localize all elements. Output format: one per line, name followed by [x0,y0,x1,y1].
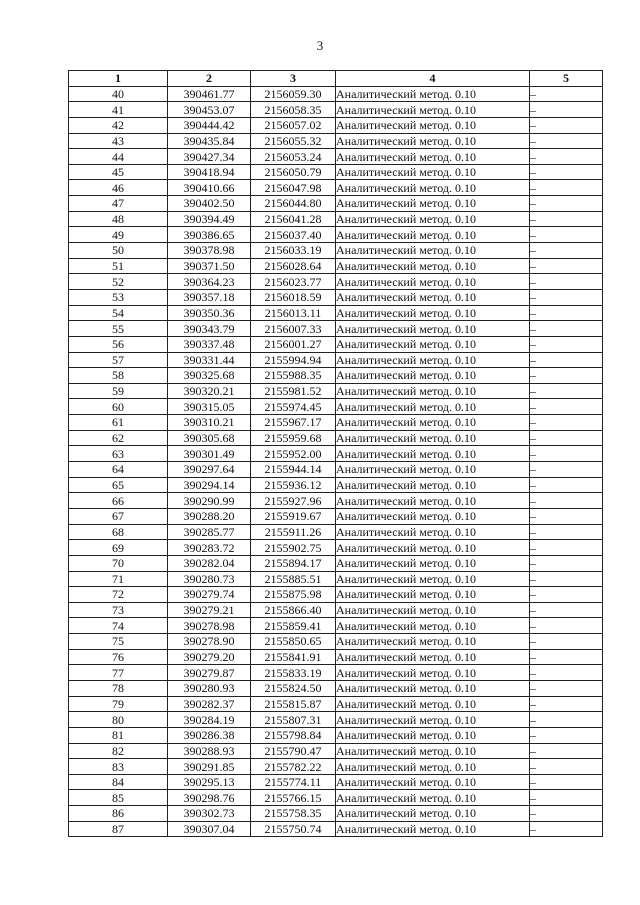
x-coordinate-cell: 390310.21 [168,415,251,431]
y-coordinate-cell: 2155944.14 [251,462,336,478]
table-row [69,164,603,180]
y-coordinate-cell: 2155959.68 [251,430,336,446]
point-number-cell: 48 [69,211,168,227]
x-coordinate-cell: 390282.04 [168,555,251,571]
x-coordinate-cell: 390444.42 [168,117,251,133]
x-coordinate-cell: 390357.18 [168,289,251,305]
y-coordinate-cell: 2155885.51 [251,571,336,587]
method-cell: Аналитический метод. 0.10 [336,305,530,321]
point-number-cell: 43 [69,133,168,149]
table-row [69,274,603,290]
x-coordinate-cell: 390291.85 [168,759,251,775]
point-number-cell: 71 [69,571,168,587]
description-cell: – [530,477,603,493]
description-cell: – [530,164,603,180]
description-cell: – [530,806,603,822]
table-row [69,102,603,118]
point-number-cell: 82 [69,743,168,759]
description-cell: – [530,289,603,305]
point-number-cell: 81 [69,727,168,743]
method-cell: Аналитический метод. 0.10 [336,524,530,540]
y-coordinate-cell: 2156023.77 [251,274,336,290]
point-number-cell: 40 [69,86,168,102]
table-row [69,712,603,728]
y-coordinate-cell: 2155994.94 [251,352,336,368]
point-number-cell: 68 [69,524,168,540]
point-number-cell: 47 [69,196,168,212]
table-row [69,587,603,603]
method-cell: Аналитический метод. 0.10 [336,180,530,196]
point-number-cell: 56 [69,336,168,352]
method-cell: Аналитический метод. 0.10 [336,164,530,180]
x-coordinate-cell: 390320.21 [168,383,251,399]
y-coordinate-cell: 2155952.00 [251,446,336,462]
x-coordinate-cell: 390279.87 [168,665,251,681]
y-coordinate-cell: 2156037.40 [251,227,336,243]
description-cell: – [530,696,603,712]
point-number-cell: 49 [69,227,168,243]
table-row [69,368,603,384]
description-cell: – [530,243,603,259]
x-coordinate-cell: 390371.50 [168,258,251,274]
point-number-cell: 85 [69,790,168,806]
method-cell: Аналитический метод. 0.10 [336,430,530,446]
table-row [69,86,603,102]
point-number-cell: 76 [69,649,168,665]
x-coordinate-cell: 390286.38 [168,727,251,743]
description-cell: – [530,587,603,603]
description-cell: – [530,211,603,227]
description-cell: – [530,117,603,133]
method-cell: Аналитический метод. 0.10 [336,634,530,650]
x-coordinate-cell: 390278.90 [168,634,251,650]
method-cell: Аналитический метод. 0.10 [336,117,530,133]
table-header-row [69,71,603,87]
method-cell: Аналитический метод. 0.10 [336,462,530,478]
table-body [69,86,603,837]
y-coordinate-cell: 2155774.11 [251,774,336,790]
method-cell: Аналитический метод. 0.10 [336,258,530,274]
description-cell: – [530,336,603,352]
method-cell: Аналитический метод. 0.10 [336,665,530,681]
table-row [69,571,603,587]
point-number-cell: 46 [69,180,168,196]
method-cell: Аналитический метод. 0.10 [336,211,530,227]
table-row [69,211,603,227]
x-coordinate-cell: 390280.93 [168,680,251,696]
x-coordinate-cell: 390284.19 [168,712,251,728]
method-cell: Аналитический метод. 0.10 [336,790,530,806]
y-coordinate-cell: 2155798.84 [251,727,336,743]
x-coordinate-cell: 390461.77 [168,86,251,102]
description-cell: – [530,258,603,274]
column-header: 2 [168,71,251,87]
method-cell: Аналитический метод. 0.10 [336,493,530,509]
method-cell: Аналитический метод. 0.10 [336,649,530,665]
y-coordinate-cell: 2156044.80 [251,196,336,212]
method-cell: Аналитический метод. 0.10 [336,243,530,259]
description-cell: – [530,86,603,102]
description-cell: – [530,727,603,743]
method-cell: Аналитический метод. 0.10 [336,368,530,384]
description-cell: – [530,743,603,759]
description-cell: – [530,196,603,212]
description-cell: – [530,368,603,384]
point-number-cell: 78 [69,680,168,696]
x-coordinate-cell: 390290.99 [168,493,251,509]
y-coordinate-cell: 2156007.33 [251,321,336,337]
point-number-cell: 42 [69,117,168,133]
point-number-cell: 84 [69,774,168,790]
x-coordinate-cell: 390402.50 [168,196,251,212]
description-cell: – [530,305,603,321]
method-cell: Аналитический метод. 0.10 [336,696,530,712]
x-coordinate-cell: 390378.98 [168,243,251,259]
y-coordinate-cell: 2155936.12 [251,477,336,493]
x-coordinate-cell: 390427.34 [168,149,251,165]
y-coordinate-cell: 2155782.22 [251,759,336,775]
table-row [69,618,603,634]
x-coordinate-cell: 390394.49 [168,211,251,227]
column-header: 4 [336,71,530,87]
table-row [69,133,603,149]
point-number-cell: 74 [69,618,168,634]
y-coordinate-cell: 2156050.79 [251,164,336,180]
table-row [69,321,603,337]
y-coordinate-cell: 2155790.47 [251,743,336,759]
table-row [69,383,603,399]
x-coordinate-cell: 390325.68 [168,368,251,384]
y-coordinate-cell: 2156055.32 [251,133,336,149]
table-row [69,289,603,305]
point-number-cell: 64 [69,462,168,478]
description-cell: – [530,602,603,618]
point-number-cell: 70 [69,555,168,571]
description-cell: – [530,133,603,149]
point-number-cell: 67 [69,508,168,524]
description-cell: – [530,383,603,399]
table-row [69,540,603,556]
table-row [69,555,603,571]
method-cell: Аналитический метод. 0.10 [336,415,530,431]
x-coordinate-cell: 390283.72 [168,540,251,556]
point-number-cell: 59 [69,383,168,399]
point-number-cell: 73 [69,602,168,618]
method-cell: Аналитический метод. 0.10 [336,399,530,415]
x-coordinate-cell: 390386.65 [168,227,251,243]
x-coordinate-cell: 390285.77 [168,524,251,540]
x-coordinate-cell: 390453.07 [168,102,251,118]
y-coordinate-cell: 2155807.31 [251,712,336,728]
method-cell: Аналитический метод. 0.10 [336,383,530,399]
x-coordinate-cell: 390288.93 [168,743,251,759]
y-coordinate-cell: 2156041.28 [251,211,336,227]
method-cell: Аналитический метод. 0.10 [336,133,530,149]
x-coordinate-cell: 390279.20 [168,649,251,665]
table-row [69,430,603,446]
method-cell: Аналитический метод. 0.10 [336,336,530,352]
x-coordinate-cell: 390288.20 [168,508,251,524]
y-coordinate-cell: 2156018.59 [251,289,336,305]
table-row [69,305,603,321]
point-number-cell: 66 [69,493,168,509]
description-cell: – [530,149,603,165]
description-cell: – [530,571,603,587]
point-number-cell: 69 [69,540,168,556]
method-cell: Аналитический метод. 0.10 [336,352,530,368]
table-row [69,352,603,368]
method-cell: Аналитический метод. 0.10 [336,759,530,775]
method-cell: Аналитический метод. 0.10 [336,227,530,243]
description-cell: – [530,712,603,728]
table-row [69,227,603,243]
y-coordinate-cell: 2156033.19 [251,243,336,259]
description-cell: – [530,790,603,806]
method-cell: Аналитический метод. 0.10 [336,274,530,290]
description-cell: – [530,665,603,681]
description-cell: – [530,321,603,337]
table-row [69,821,603,837]
y-coordinate-cell: 2155919.67 [251,508,336,524]
table-row [69,243,603,259]
table-row [69,446,603,462]
description-cell: – [530,180,603,196]
method-cell: Аналитический метод. 0.10 [336,618,530,634]
y-coordinate-cell: 2155875.98 [251,587,336,603]
method-cell: Аналитический метод. 0.10 [336,477,530,493]
description-cell: – [530,774,603,790]
table-row [69,727,603,743]
table-row [69,680,603,696]
point-number-cell: 51 [69,258,168,274]
table-row [69,743,603,759]
x-coordinate-cell: 390298.76 [168,790,251,806]
table-row [69,415,603,431]
point-number-cell: 63 [69,446,168,462]
description-cell: – [530,446,603,462]
description-cell: – [530,508,603,524]
x-coordinate-cell: 390410.66 [168,180,251,196]
method-cell: Аналитический метод. 0.10 [336,289,530,305]
table-row [69,336,603,352]
coordinates-table [68,70,603,837]
x-coordinate-cell: 390297.64 [168,462,251,478]
description-cell: – [530,540,603,556]
x-coordinate-cell: 390302.73 [168,806,251,822]
description-cell: – [530,555,603,571]
x-coordinate-cell: 390364.23 [168,274,251,290]
point-number-cell: 44 [69,149,168,165]
table-row [69,649,603,665]
point-number-cell: 75 [69,634,168,650]
x-coordinate-cell: 390305.68 [168,430,251,446]
point-number-cell: 52 [69,274,168,290]
y-coordinate-cell: 2155902.75 [251,540,336,556]
y-coordinate-cell: 2155841.91 [251,649,336,665]
x-coordinate-cell: 390280.73 [168,571,251,587]
point-number-cell: 45 [69,164,168,180]
y-coordinate-cell: 2156013.11 [251,305,336,321]
method-cell: Аналитический метод. 0.10 [336,555,530,571]
table-row [69,180,603,196]
x-coordinate-cell: 390301.49 [168,446,251,462]
y-coordinate-cell: 2155815.87 [251,696,336,712]
y-coordinate-cell: 2155988.35 [251,368,336,384]
x-coordinate-cell: 390418.94 [168,164,251,180]
x-coordinate-cell: 390343.79 [168,321,251,337]
table-row [69,196,603,212]
description-cell: – [530,821,603,837]
method-cell: Аналитический метод. 0.10 [336,149,530,165]
y-coordinate-cell: 2156047.98 [251,180,336,196]
table-row [69,696,603,712]
table-row [69,790,603,806]
x-coordinate-cell: 390279.21 [168,602,251,618]
point-number-cell: 53 [69,289,168,305]
method-cell: Аналитический метод. 0.10 [336,321,530,337]
description-cell: – [530,415,603,431]
y-coordinate-cell: 2156059.30 [251,86,336,102]
table-row [69,665,603,681]
y-coordinate-cell: 2155981.52 [251,383,336,399]
point-number-cell: 57 [69,352,168,368]
table-row [69,508,603,524]
method-cell: Аналитический метод. 0.10 [336,508,530,524]
point-number-cell: 87 [69,821,168,837]
table-row [69,462,603,478]
y-coordinate-cell: 2155850.65 [251,634,336,650]
y-coordinate-cell: 2156058.35 [251,102,336,118]
column-header: 3 [251,71,336,87]
point-number-cell: 55 [69,321,168,337]
description-cell: – [530,274,603,290]
table-row [69,524,603,540]
point-number-cell: 86 [69,806,168,822]
point-number-cell: 62 [69,430,168,446]
description-cell: – [530,227,603,243]
description-cell: – [530,102,603,118]
method-cell: Аналитический метод. 0.10 [336,602,530,618]
x-coordinate-cell: 390295.13 [168,774,251,790]
point-number-cell: 83 [69,759,168,775]
method-cell: Аналитический метод. 0.10 [336,680,530,696]
y-coordinate-cell: 2155833.19 [251,665,336,681]
x-coordinate-cell: 390282.37 [168,696,251,712]
page-number: 3 [316,38,324,53]
table-row [69,493,603,509]
point-number-cell: 80 [69,712,168,728]
point-number-cell: 50 [69,243,168,259]
point-number-cell: 72 [69,587,168,603]
y-coordinate-cell: 2156028.64 [251,258,336,274]
y-coordinate-cell: 2155766.15 [251,790,336,806]
table-row [69,117,603,133]
y-coordinate-cell: 2155967.17 [251,415,336,431]
y-coordinate-cell: 2155824.50 [251,680,336,696]
description-cell: – [530,430,603,446]
method-cell: Аналитический метод. 0.10 [336,196,530,212]
point-number-cell: 77 [69,665,168,681]
x-coordinate-cell: 390279.74 [168,587,251,603]
method-cell: Аналитический метод. 0.10 [336,446,530,462]
method-cell: Аналитический метод. 0.10 [336,540,530,556]
description-cell: – [530,680,603,696]
x-coordinate-cell: 390337.48 [168,336,251,352]
y-coordinate-cell: 2156057.02 [251,117,336,133]
description-cell: – [530,524,603,540]
x-coordinate-cell: 390331.44 [168,352,251,368]
table-row [69,602,603,618]
method-cell: Аналитический метод. 0.10 [336,743,530,759]
method-cell: Аналитический метод. 0.10 [336,806,530,822]
column-header: 1 [69,71,168,87]
y-coordinate-cell: 2156001.27 [251,336,336,352]
description-cell: – [530,399,603,415]
table-row [69,258,603,274]
method-cell: Аналитический метод. 0.10 [336,774,530,790]
table-row [69,759,603,775]
table-row [69,634,603,650]
y-coordinate-cell: 2155911.26 [251,524,336,540]
description-cell: – [530,618,603,634]
method-cell: Аналитический метод. 0.10 [336,727,530,743]
method-cell: Аналитический метод. 0.10 [336,102,530,118]
x-coordinate-cell: 390315.05 [168,399,251,415]
point-number-cell: 41 [69,102,168,118]
method-cell: Аналитический метод. 0.10 [336,821,530,837]
point-number-cell: 58 [69,368,168,384]
x-coordinate-cell: 390278.98 [168,618,251,634]
method-cell: Аналитический метод. 0.10 [336,587,530,603]
x-coordinate-cell: 390350.36 [168,305,251,321]
x-coordinate-cell: 390435.84 [168,133,251,149]
y-coordinate-cell: 2155894.17 [251,555,336,571]
method-cell: Аналитический метод. 0.10 [336,86,530,102]
point-number-cell: 54 [69,305,168,321]
point-number-cell: 60 [69,399,168,415]
description-cell: – [530,649,603,665]
description-cell: – [530,462,603,478]
y-coordinate-cell: 2155750.74 [251,821,336,837]
y-coordinate-cell: 2155758.35 [251,806,336,822]
point-number-cell: 65 [69,477,168,493]
method-cell: Аналитический метод. 0.10 [336,571,530,587]
description-cell: – [530,759,603,775]
column-header: 5 [530,71,603,87]
point-number-cell: 79 [69,696,168,712]
y-coordinate-cell: 2155974.45 [251,399,336,415]
y-coordinate-cell: 2156053.24 [251,149,336,165]
description-cell: – [530,634,603,650]
method-cell: Аналитический метод. 0.10 [336,712,530,728]
y-coordinate-cell: 2155859.41 [251,618,336,634]
x-coordinate-cell: 390307.04 [168,821,251,837]
y-coordinate-cell: 2155927.96 [251,493,336,509]
table-row [69,806,603,822]
table-row [69,399,603,415]
y-coordinate-cell: 2155866.40 [251,602,336,618]
table-row [69,477,603,493]
point-number-cell: 61 [69,415,168,431]
x-coordinate-cell: 390294.14 [168,477,251,493]
table-row [69,149,603,165]
description-cell: – [530,493,603,509]
description-cell: – [530,352,603,368]
table-row [69,774,603,790]
